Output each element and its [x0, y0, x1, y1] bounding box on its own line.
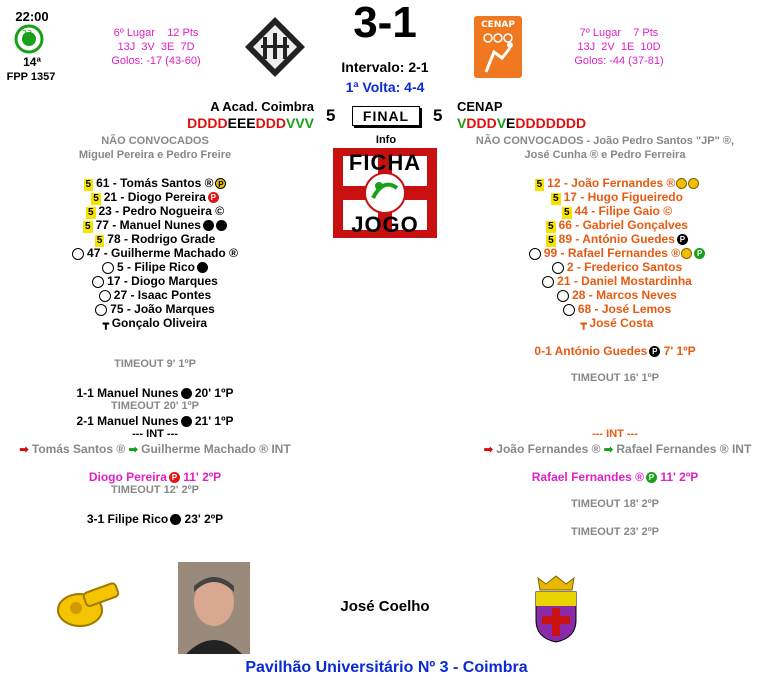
yellow-card-icon	[676, 178, 687, 189]
away-player-row[interactable]	[487, 246, 747, 260]
form-segment: E	[506, 115, 516, 131]
home-timeout-3: TIMEOUT 12' 2ºP	[111, 484, 199, 496]
player-name: 28 - Marcos Neves	[572, 288, 677, 302]
player-name: 99 - Rafael Fernandes ®	[543, 246, 681, 260]
referee-name[interactable]: José Coelho	[340, 598, 430, 615]
sub-in-icon: ➡	[603, 444, 614, 456]
info-link[interactable]: Info	[375, 134, 397, 146]
player-name: 17 - Hugo Figueiredo	[563, 190, 683, 204]
red-card-icon: P	[208, 192, 219, 203]
player-name: 68 - José Lemos	[577, 302, 672, 316]
away-form	[457, 115, 586, 131]
form-segment: DDD	[255, 115, 286, 131]
player-name: 66 - Gabriel Gonçalves	[558, 218, 688, 232]
player-name: 17 - Diogo Marques	[107, 274, 218, 288]
home-player-row[interactable]	[25, 204, 285, 219]
home-player-row[interactable]	[25, 190, 285, 205]
yellow-card-icon	[688, 178, 699, 189]
home-timeout-2: TIMEOUT 20' 1ºP	[111, 400, 199, 412]
form-segment: DDD	[466, 115, 497, 131]
starter-badge: 5	[563, 207, 570, 218]
halftime-score: Intervalo: 2-1	[341, 59, 429, 75]
jogo-label: JOGO	[351, 212, 419, 237]
player-name: 12 - João Fernandes ®	[547, 176, 676, 190]
ball-icon	[203, 220, 214, 231]
away-player-row[interactable]	[487, 288, 747, 302]
away-player-row[interactable]	[487, 204, 747, 219]
red-card-icon: P	[169, 472, 180, 483]
substitute-icon	[92, 276, 104, 288]
away-player-row[interactable]	[487, 302, 747, 316]
away-player-row[interactable]	[487, 260, 747, 274]
penalty-icon: P	[649, 346, 660, 357]
home-form	[187, 115, 314, 131]
ball-icon	[197, 262, 208, 273]
away-player-row[interactable]	[487, 218, 747, 233]
player-name: 78 - Rodrigo Grade	[107, 232, 216, 246]
match-time: 22:00	[15, 9, 49, 24]
player-name: 2 - Frederico Santos	[566, 260, 683, 274]
yellow-card-icon	[681, 248, 692, 259]
ficha-label: FICHA	[348, 150, 422, 175]
form-segment: VVV	[285, 115, 314, 131]
referee-photo[interactable]	[178, 562, 250, 654]
away-substitution: ➡ João Fernandes ® ➡ Rafael Fernandes ® INT	[483, 442, 752, 456]
substitute-icon	[95, 304, 107, 316]
form-segment: DDDDDDD	[515, 115, 587, 131]
penalty-icon: P	[215, 178, 226, 189]
home-goal-2: 2-1 Manuel Nunes 21' 1ºP	[76, 414, 234, 428]
ball-icon	[170, 514, 181, 525]
ficha-jogo-logo[interactable]	[333, 148, 437, 238]
starter-badge: 5	[548, 221, 554, 232]
substitute-icon	[557, 290, 569, 302]
substitute-icon	[529, 248, 541, 260]
away-not-called: NÃO CONVOCADOS - João Pedro Santos "JP" ®, José Cunha ® e Pedro Ferreira	[475, 135, 735, 161]
svg-text:23: 23	[22, 29, 33, 38]
away-player-row[interactable]	[487, 316, 747, 330]
substitute-icon	[99, 290, 111, 302]
sub-in-icon: ➡	[128, 444, 138, 456]
away-player-row[interactable]	[487, 190, 747, 205]
substitute-icon	[72, 248, 84, 260]
home-fouls: 5	[326, 106, 336, 125]
form-segment: DDDD	[187, 115, 228, 131]
penalty-icon: P	[677, 234, 688, 245]
final-badge: FINAL	[352, 106, 420, 126]
home-player-row[interactable]	[25, 218, 285, 233]
home-player-row[interactable]	[25, 176, 285, 191]
starter-badge: 5	[553, 193, 559, 204]
form-segment: EEE	[227, 115, 256, 131]
away-player-row[interactable]	[487, 232, 747, 247]
away-player-row[interactable]	[487, 274, 747, 288]
green-card-icon: P	[694, 248, 705, 259]
player-name: 47 - Guilherme Machado ®	[87, 246, 238, 260]
game-id: FPP 1357	[6, 71, 56, 83]
substitute-icon	[542, 276, 554, 288]
whistle-icon	[50, 578, 122, 630]
sub-out-icon: ➡	[19, 444, 29, 456]
final-score: 3-1	[353, 0, 417, 47]
venue[interactable]: Pavilhão Universitário Nº 3 - Coimbra	[245, 659, 528, 676]
away-timeout-1: TIMEOUT 16' 1ºP	[571, 372, 659, 384]
player-name: 21 - Daniel Mostardinha	[557, 274, 692, 288]
home-stats: 6º Lugar 12 Pts 13J 3V 3E 7D Golos: -17 (43-60)	[111, 27, 201, 67]
away-fouls: 5	[433, 106, 443, 125]
coach-icon: ┳	[102, 319, 112, 330]
substitute-icon	[552, 262, 564, 274]
first-leg-score: 1ª Volta: 4-4	[345, 79, 425, 95]
coach-icon: ┳	[580, 319, 590, 330]
away-stats: 7º Lugar 7 Pts 13J 2V 1E 10D Golos: -44 (37-81)	[574, 27, 664, 67]
starter-badge: 5	[85, 221, 91, 232]
home-player-row[interactable]	[25, 302, 285, 316]
away-team-name[interactable]: CENAP	[457, 99, 503, 114]
home-player-row[interactable]	[25, 260, 285, 274]
home-substitution: ➡ Tomás Santos ® ➡ Guilherme Machado ® INT	[19, 442, 291, 456]
player-name: 23 - Pedro Nogueira ©	[98, 204, 225, 218]
away-interval: --- INT ---	[592, 428, 638, 440]
player-name: 44 - Filipe Gaio ©	[574, 204, 673, 218]
away-timeout-2: TIMEOUT 18' 2ºP	[571, 498, 659, 510]
round-label: 14ª	[23, 55, 41, 69]
player-name: 5 - Filipe Rico	[116, 260, 195, 274]
starter-badge: 5	[536, 179, 543, 190]
home-player-row[interactable]	[25, 316, 285, 330]
player-name: 27 - Isaac Pontes	[113, 288, 212, 302]
home-goal-1: 1-1 Manuel Nunes 20' 1ºP	[76, 386, 234, 400]
home-not-called: NÃO CONVOCADOS Miguel Pereira e Pedro Freire	[78, 135, 232, 161]
home-card: Diogo Pereira P 11' 2ºP	[88, 470, 222, 484]
player-name: 77 - Manuel Nunes	[95, 218, 201, 232]
league-logo	[13, 24, 45, 54]
svg-text:CENAP: CENAP	[481, 20, 515, 30]
away-crest[interactable]	[472, 14, 524, 80]
home-player-row[interactable]	[25, 288, 285, 302]
starter-badge: 5	[96, 235, 103, 246]
starter-badge: 5	[87, 207, 94, 218]
home-goal-3: 3-1 Filipe Rico 23' 2ºP	[86, 512, 224, 526]
player-name: 21 - Diogo Pereira	[103, 190, 206, 204]
ball-icon	[216, 220, 227, 231]
player-name: 75 - João Marques	[110, 302, 215, 316]
green-card-icon: P	[646, 472, 657, 483]
sub-out-icon: ➡	[483, 444, 493, 456]
home-player-row[interactable]	[25, 246, 285, 260]
away-timeout-3: TIMEOUT 23' 2ºP	[571, 526, 659, 538]
player-name: 89 - António Guedes	[558, 232, 675, 246]
starter-badge: 5	[85, 179, 92, 190]
home-interval: --- INT ---	[132, 428, 178, 440]
player-name: José Costa	[589, 316, 654, 330]
home-timeout-1: TIMEOUT 9' 1ºP	[114, 358, 196, 370]
ball-icon	[181, 416, 192, 427]
substitute-icon	[102, 262, 114, 274]
home-crest[interactable]	[243, 15, 307, 79]
home-team-name[interactable]: A Acad. Coimbra	[210, 99, 314, 114]
away-player-row[interactable]	[487, 176, 747, 191]
player-name: 61 - Tomás Santos ®	[96, 176, 214, 190]
home-player-row[interactable]	[25, 274, 285, 288]
starter-badge: 5	[548, 235, 554, 246]
starter-badge: 5	[93, 193, 99, 204]
player-name: Gonçalo Oliveira	[111, 316, 208, 330]
city-crest	[530, 574, 582, 644]
form-segment: V	[457, 115, 467, 131]
form-segment: V	[496, 115, 507, 131]
home-player-row[interactable]	[25, 232, 285, 247]
substitute-icon	[563, 304, 575, 316]
ball-icon	[181, 388, 192, 399]
away-card: Rafael Fernandes ® P 11' 2ºP	[531, 470, 699, 484]
away-goal-1: 0-1 António Guedes P 7' 1ºP	[534, 344, 696, 358]
